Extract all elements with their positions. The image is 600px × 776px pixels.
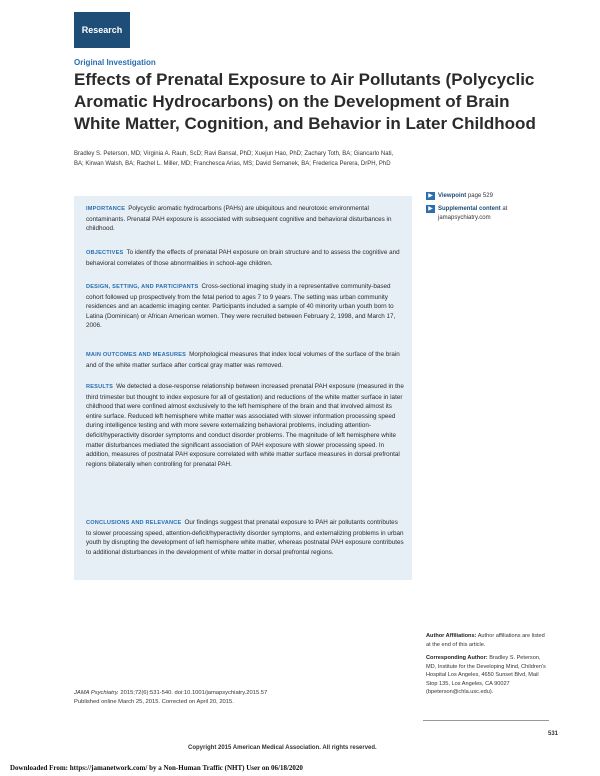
- citation-details: 2015;72(6):531-540. doi:10.1001/jamapsychiatry.2015.57: [120, 690, 268, 696]
- download-notice: Downloaded From: https://jamanetwork.com/ by a Non-Human Traffic (NHT) User on 06/18/2020: [10, 764, 303, 772]
- citation: [74, 689, 394, 707]
- abstract-results: [86, 382, 404, 469]
- copyright: Copyright 2015 American Medical Association. All rights reserved.: [188, 745, 377, 751]
- supplemental-text: at jamapsychiatry.com: [438, 206, 508, 221]
- section-text: Polycyclic aromatic hydrocarbons (PAHs) are ubiquitous and neurotoxic environmental contaminants. Prenatal PAH exposure is associated with subsequent cognitive and behavioral disturbances in childhood.: [86, 205, 392, 233]
- arrow-right-icon: ▶: [426, 205, 435, 213]
- author-affiliations-label: Author Affiliations:: [426, 633, 477, 639]
- supplemental-link[interactable]: [426, 205, 546, 223]
- abstract-objectives: [86, 248, 404, 268]
- author-list: Bradley S. Peterson, MD; Virginia A. Rauh, ScD; Ravi Bansal, PhD; Xuejun Hao, PhD; Zachary Toth, BA; Giancarlo Nati, BA; Kirwan Walsh, BA; Rachel L. Miller, MD; Franchesca Arias, MS; David Semanek, BA; Frederica Perera, DrPH, PhD: [74, 151, 394, 167]
- divider: [423, 720, 549, 721]
- section-label: CONCLUSIONS AND RELEVANCE: [86, 520, 182, 526]
- corresponding-author-label: Corresponding Author:: [426, 655, 488, 661]
- section-text: Morphological measures that index local volumes of the surface of the brain and of the white matter surface after cortical gray matter was removed.: [86, 351, 400, 369]
- section-label: OBJECTIVES: [86, 250, 124, 256]
- section-tag: Research: [74, 12, 130, 48]
- page-number: 531: [548, 731, 559, 737]
- supplemental-label: Supplemental content: [438, 206, 501, 212]
- journal-name: JAMA Psychiatry.: [74, 690, 119, 696]
- section-label: RESULTS: [86, 384, 114, 390]
- section-text: To identify the effects of prenatal PAH exposure on brain structure and to assess the cognitive and behavioral correlates of those abnormalities in school-age children.: [86, 249, 400, 267]
- article-title: Effects of Prenatal Exposure to Air Pollutants (Polycyclic Aromatic Hydrocarbons) on the Development of Brain White Matter, Cognition, and Behavior in Later Childhood: [74, 70, 536, 133]
- abstract-design: [86, 282, 404, 331]
- section-label: DESIGN, SETTING, AND PARTICIPANTS: [86, 284, 199, 290]
- author-affiliations-text: Author affiliations are listed at the end of this article.: [426, 633, 545, 648]
- publication-date: Published online March 25, 2015. Corrected on April 20, 2015.: [74, 699, 234, 705]
- sidebar-links: [426, 192, 546, 227]
- arrow-right-icon: ▶: [426, 192, 435, 200]
- viewpoint-link[interactable]: [426, 192, 546, 201]
- section-label: MAIN OUTCOMES AND MEASURES: [86, 352, 187, 358]
- abstract-conclusions: [86, 518, 404, 557]
- viewpoint-page: page 529: [467, 193, 493, 199]
- viewpoint-label: Viewpoint: [438, 193, 467, 199]
- corresponding-author-text: Bradley S. Peterson, MD, Institute for the Developing Mind, Children's Hospital Los Angeles, 4650 Sunset Blvd, Mail Stop 135, Los Angeles, CA 90027 (bpeterson@chla.usc.edu).: [426, 655, 546, 695]
- abstract-outcomes: [86, 350, 404, 370]
- section-text: Our findings suggest that prenatal exposure to PAH air pollutants contributes to slower processing speed, attention-deficit/hyperactivity disorder symptoms, and externalizing problems in urban youth by disrupting the development of left hemisphere white matter, whereas postnatal PAH exposure contributes to additional disturbances in the development of white matter in dorsal prefrontal regions.: [86, 519, 404, 556]
- section-text: We detected a dose-response relationship between increased prenatal PAH exposure (measured in the third trimester but thought to index exposure for all of gestation) and reductions of the white matter surface in later childhood that were confined almost exclusively to the left hemisphere of the brain and that involved almost its entire surface. Reduced left hemisphere white matter was associated with slower information processing speed during intelligence testing and with more severe externalizing behavioral problems, including attention-deficit/hyperactivity disorder symptoms and conduct disorder problems. The magnitude of left hemisphere white matter disturbances mediated the significant association of PAH exposure with slower processing speed. In addition, measures of postnatal PAH exposure correlated with white matter surface measures in dorsal prefrontal regions bilaterally when controlling for prenatal PAH.: [86, 383, 404, 468]
- abstract-importance: [86, 204, 404, 234]
- affiliations: [426, 632, 546, 697]
- article-type: Original Investigation: [74, 58, 156, 67]
- section-text: Cross-sectional imaging study in a representative community-based cohort followed up prospectively from the fetal period to ages 7 to 9 years. The setting was urban community residences and an academic imaging center. Participants included a sample of 40 minority urban youth born to Latina (Dominican) or African American women. They were recruited between February 2, 1998, and March 17, 2006.: [86, 283, 396, 330]
- section-label: IMPORTANCE: [86, 206, 126, 212]
- abstract-box: [74, 196, 412, 580]
